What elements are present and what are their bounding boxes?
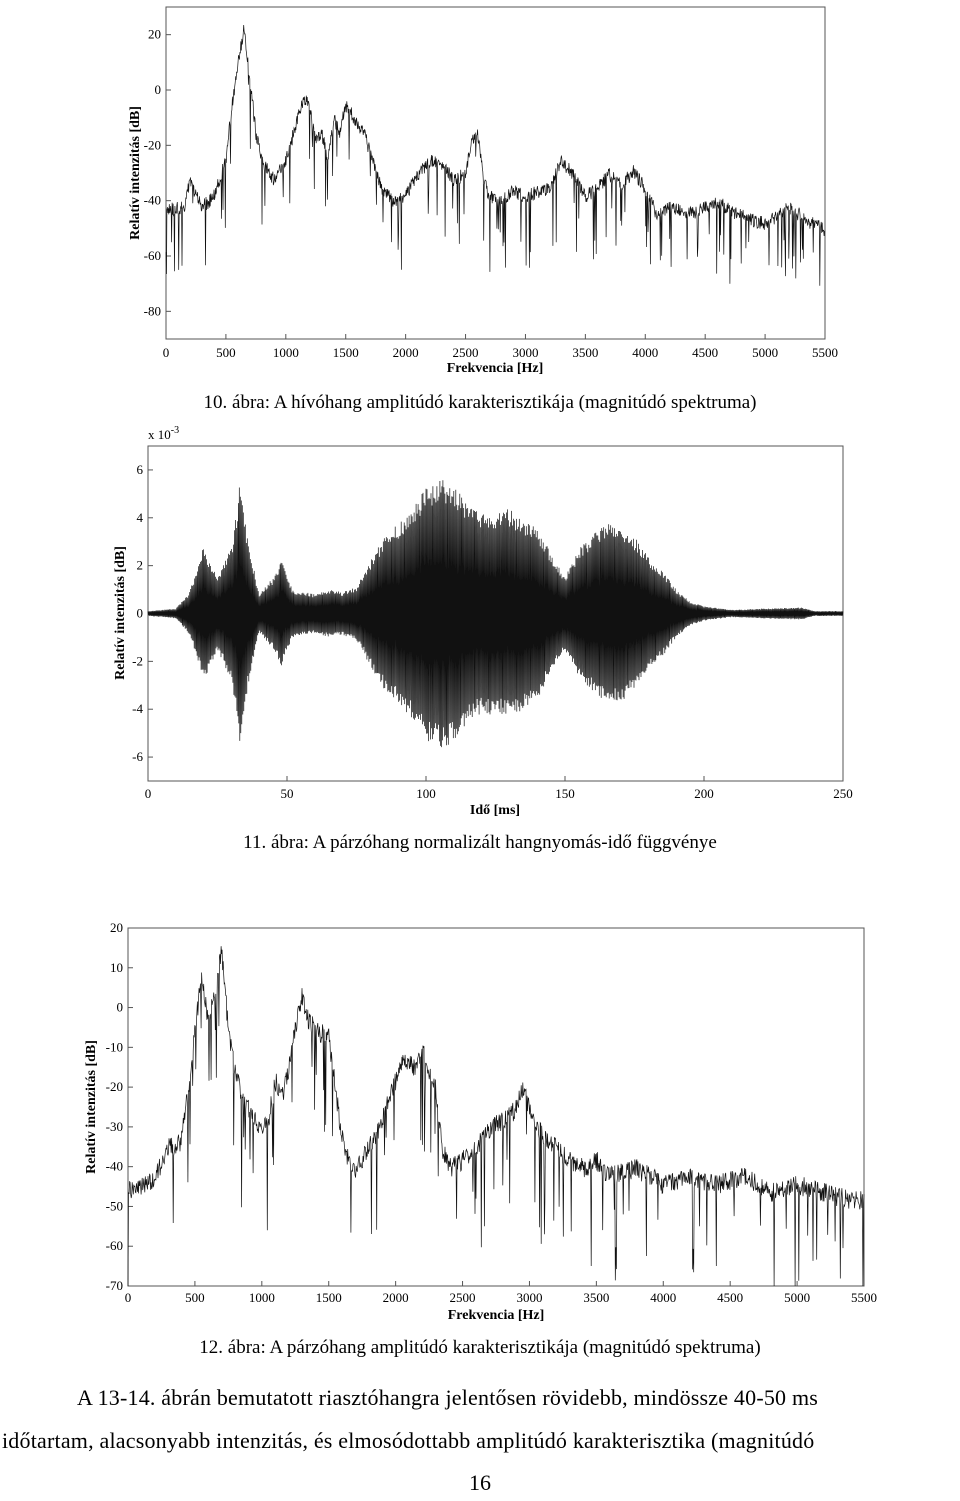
x-tick-label: 1000 [272,345,299,360]
y-tick-label: -60 [143,248,161,263]
x-tick-label: 150 [555,786,575,801]
x-tick-label: 200 [694,786,714,801]
x-tick-label: 1500 [315,1290,342,1305]
y-tick-label: 0 [136,605,143,621]
x-tick-label: 4500 [717,1290,744,1305]
figure-10-spectrum [128,7,838,376]
x-tick-label: 3500 [583,1290,610,1305]
y-tick-label: 6 [136,461,143,477]
xlabel-10: Frekvencia [Hz] [446,361,544,376]
figure-12-spectrum [84,920,877,1323]
x-tick-label: 0 [162,345,170,360]
x-tick-label: 4500 [692,345,719,360]
caption-figure-12: 12. ábra: A párzóhang amplitúdó karakterisztikája (magnitúdó spektruma) [199,1337,761,1358]
y-tick-label: 2 [136,557,143,573]
plot-frame-10 [166,7,825,339]
y-tick-label: 20 [148,26,161,42]
ylabel-11: Relatív intenzitás [dB] [113,546,128,680]
y-tick-label: -10 [105,1039,123,1055]
x-tick-label: 3000 [512,345,539,360]
x-tick-label: 0 [144,786,152,801]
signal-series-line [166,25,825,286]
y-tick-label: -60 [105,1238,123,1254]
x-tick-label: 2500 [449,1290,476,1305]
x-tick-label: 2500 [452,345,479,360]
paragraph-line-1: A 13-14. ábrán bemutatott riasztóhangra jelentősen rövidebb, mindössze 40-50 ms [77,1385,819,1410]
caption-figure-11: 11. ábra: A párzóhang normalizált hangnyomás-idő függvénye [243,832,717,853]
y-tick-label: 4 [136,509,143,525]
x-tick-label: 3000 [516,1290,543,1305]
x-tick-label: 4000 [650,1290,677,1305]
x-tick-label: 4000 [632,345,659,360]
x-tick-label: 50 [280,786,294,801]
x-tick-label: 5000 [752,345,779,360]
x-tick-label: 5000 [784,1290,811,1305]
x-tick-label: 2000 [382,1290,409,1305]
x-tick-label: 1000 [248,1290,275,1305]
figure-11-waveform [113,425,853,818]
x-tick-label: 1500 [332,345,359,360]
page-number: 16 [469,1470,491,1495]
y-tick-label: -4 [132,701,143,717]
x-tick-label: 100 [416,786,436,801]
plot-frame-12 [128,928,864,1286]
y-tick-label: -40 [105,1158,123,1174]
y-tick-label: -30 [105,1118,123,1134]
caption-figure-10: 10. ábra: A hívóhang amplitúdó karakterisztikája (magnitúdó spektruma) [203,392,757,413]
x-tick-label: 0 [124,1290,132,1305]
y-tick-label: -50 [105,1198,123,1214]
y-tick-label: -70 [105,1278,123,1293]
xlabel-11: Idő [ms] [469,803,521,818]
y-tick-label: -80 [143,303,161,319]
x-tick-label: 5500 [851,1290,877,1305]
y-tick-label: -20 [143,137,161,153]
signal-series-line [128,946,864,1286]
ylabel-12: Relatív intenzitás [dB] [84,1040,99,1174]
x-tick-label: 250 [833,786,853,801]
y-tick-label: 0 [154,82,161,97]
ylabel-10: Relatív intenzitás [dB] [128,106,143,240]
x-tick-label: 500 [216,345,236,360]
y-tick-label: -20 [105,1079,123,1095]
y-tick-label: 0 [116,999,123,1015]
x-tick-label: 500 [185,1290,205,1305]
y-tick-label: -6 [132,749,143,765]
y-tick-label: 10 [110,959,123,975]
y-tick-label: 20 [110,920,123,935]
x-tick-label: 2000 [392,345,419,360]
x-tick-label: 3500 [572,345,599,360]
y-tick-label: -40 [143,192,161,208]
xlabel-12: Frekvencia [Hz] [447,1308,545,1323]
paragraph-line-2: időtartam, alacsonyabb intenzitás, és elmosódottabb amplitúdó karakterisztika (magnitúdó [2,1428,815,1453]
signal-series-line [148,480,843,747]
y-tick-label: -2 [132,653,143,669]
x-tick-label: 5500 [812,345,838,360]
exponent-label-11: x $10^{-3}$ [148,425,180,442]
